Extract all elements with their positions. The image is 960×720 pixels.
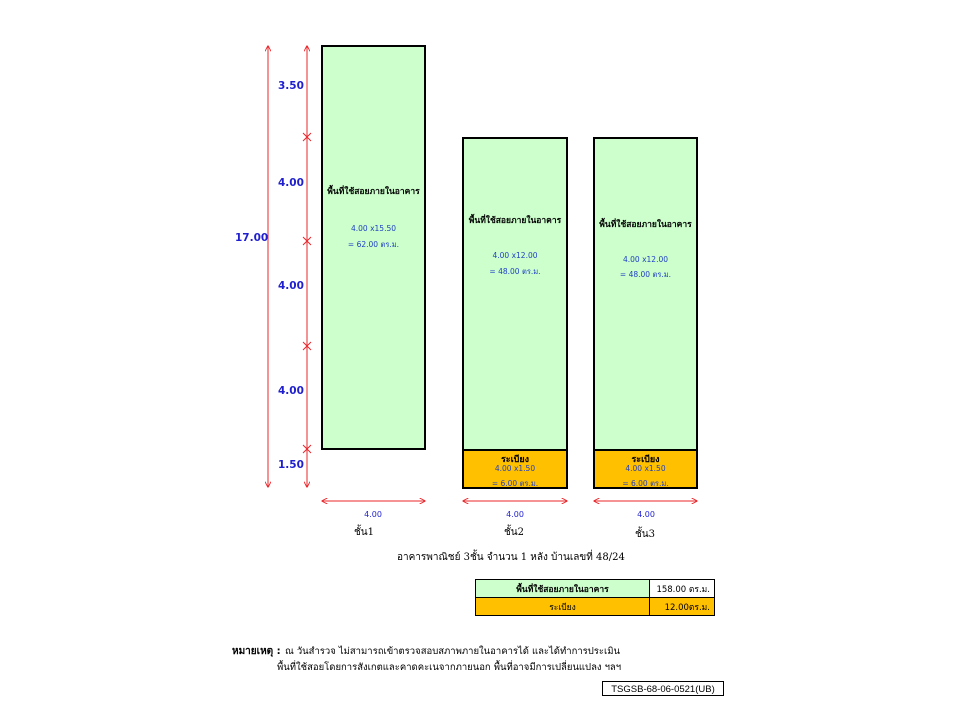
summary-balcony-value: 12.00ตร.ม. (650, 598, 715, 616)
segment-label-5: 1.50 (278, 459, 304, 471)
summary-interior-label: พื้นที่ใช้สอยภายในอาคาร (476, 580, 650, 598)
floor3-balcony-title: ระเบียง (631, 455, 660, 465)
floor2-balcony-calc: 4.00 x1.50 (494, 464, 536, 473)
floor2-balcony (462, 449, 568, 489)
segment-label-1: 3.50 (278, 80, 304, 92)
floor2-room-area: = 48.00 ตร.ม. (489, 267, 541, 276)
floor2-width-label: 4.00 (506, 510, 524, 519)
reference-code: TSGSB-68-06-0521(UB) (602, 681, 724, 696)
floor3-balcony-calc: 4.00 x1.50 (625, 464, 666, 473)
summary-row-balcony (476, 598, 715, 616)
floor3-label: ชั้น3 (635, 529, 655, 540)
summary-row-interior (476, 580, 715, 598)
floor2-balcony-area: = 6.00 ตร.ม. (491, 479, 539, 488)
floor3-room-calc: 4.00 x12.00 (623, 255, 668, 264)
total-height-label: 17.00 (235, 232, 269, 244)
note-heading: หมายเหตุ : (232, 646, 281, 657)
floor1-room-title: พื้นที่ใช้สอยภายในอาคาร (327, 187, 420, 197)
floor3-width-label: 4.00 (637, 510, 655, 519)
segment-label-3: 4.00 (278, 280, 304, 292)
segment-label-2: 4.00 (278, 177, 304, 189)
segment-label-4: 4.00 (278, 385, 304, 397)
floor1-room-calc: 4.00 x15.50 (351, 224, 396, 233)
note-line-1: ณ วันสำรวจ ไม่สามารถเข้าตรวจสอบสภาพภายในอาคารได้ และได้ทำการประเมิน (285, 646, 620, 657)
floor1-label: ชั้น1 (354, 527, 374, 538)
floor2-room (462, 137, 568, 451)
floor3-room-area: = 48.00 ตร.ม. (619, 270, 672, 279)
floor3-room (593, 137, 698, 451)
floor2-label: ชั้น2 (504, 527, 524, 538)
floor1-room-area: = 62.00 ตร.ม. (347, 240, 400, 249)
floor1-width-label: 4.00 (364, 510, 382, 519)
summary-interior-value: 158.00 ตร.ม. (650, 580, 715, 598)
building-caption: อาคารพาณิชย์ 3ชั้น จำนวน 1 หลัง บ้านเลขที่ 48/24 (397, 552, 625, 563)
floor3-room-title: พื้นที่ใช้สอยภายในอาคาร (599, 220, 692, 230)
floor2-room-title: พื้นที่ใช้สอยภายในอาคาร (468, 216, 562, 226)
floor3-balcony-area: = 6.00 ตร.ม. (622, 479, 669, 488)
note-line-2: พื้นที่ใช้สอยโดยการสังเกตและคาดคะเนจากภายนอก พื้นที่อาจมีการเปลี่ยนแปลง ฯลฯ (277, 662, 622, 673)
floor1-room (321, 45, 426, 450)
floor3-balcony (593, 449, 698, 489)
floor2-balcony-title: ระเบียง (500, 455, 530, 465)
floor2-room-calc: 4.00 x12.00 (492, 251, 538, 260)
summary-balcony-label: ระเบียง (476, 598, 650, 616)
area-summary-table (475, 579, 715, 616)
